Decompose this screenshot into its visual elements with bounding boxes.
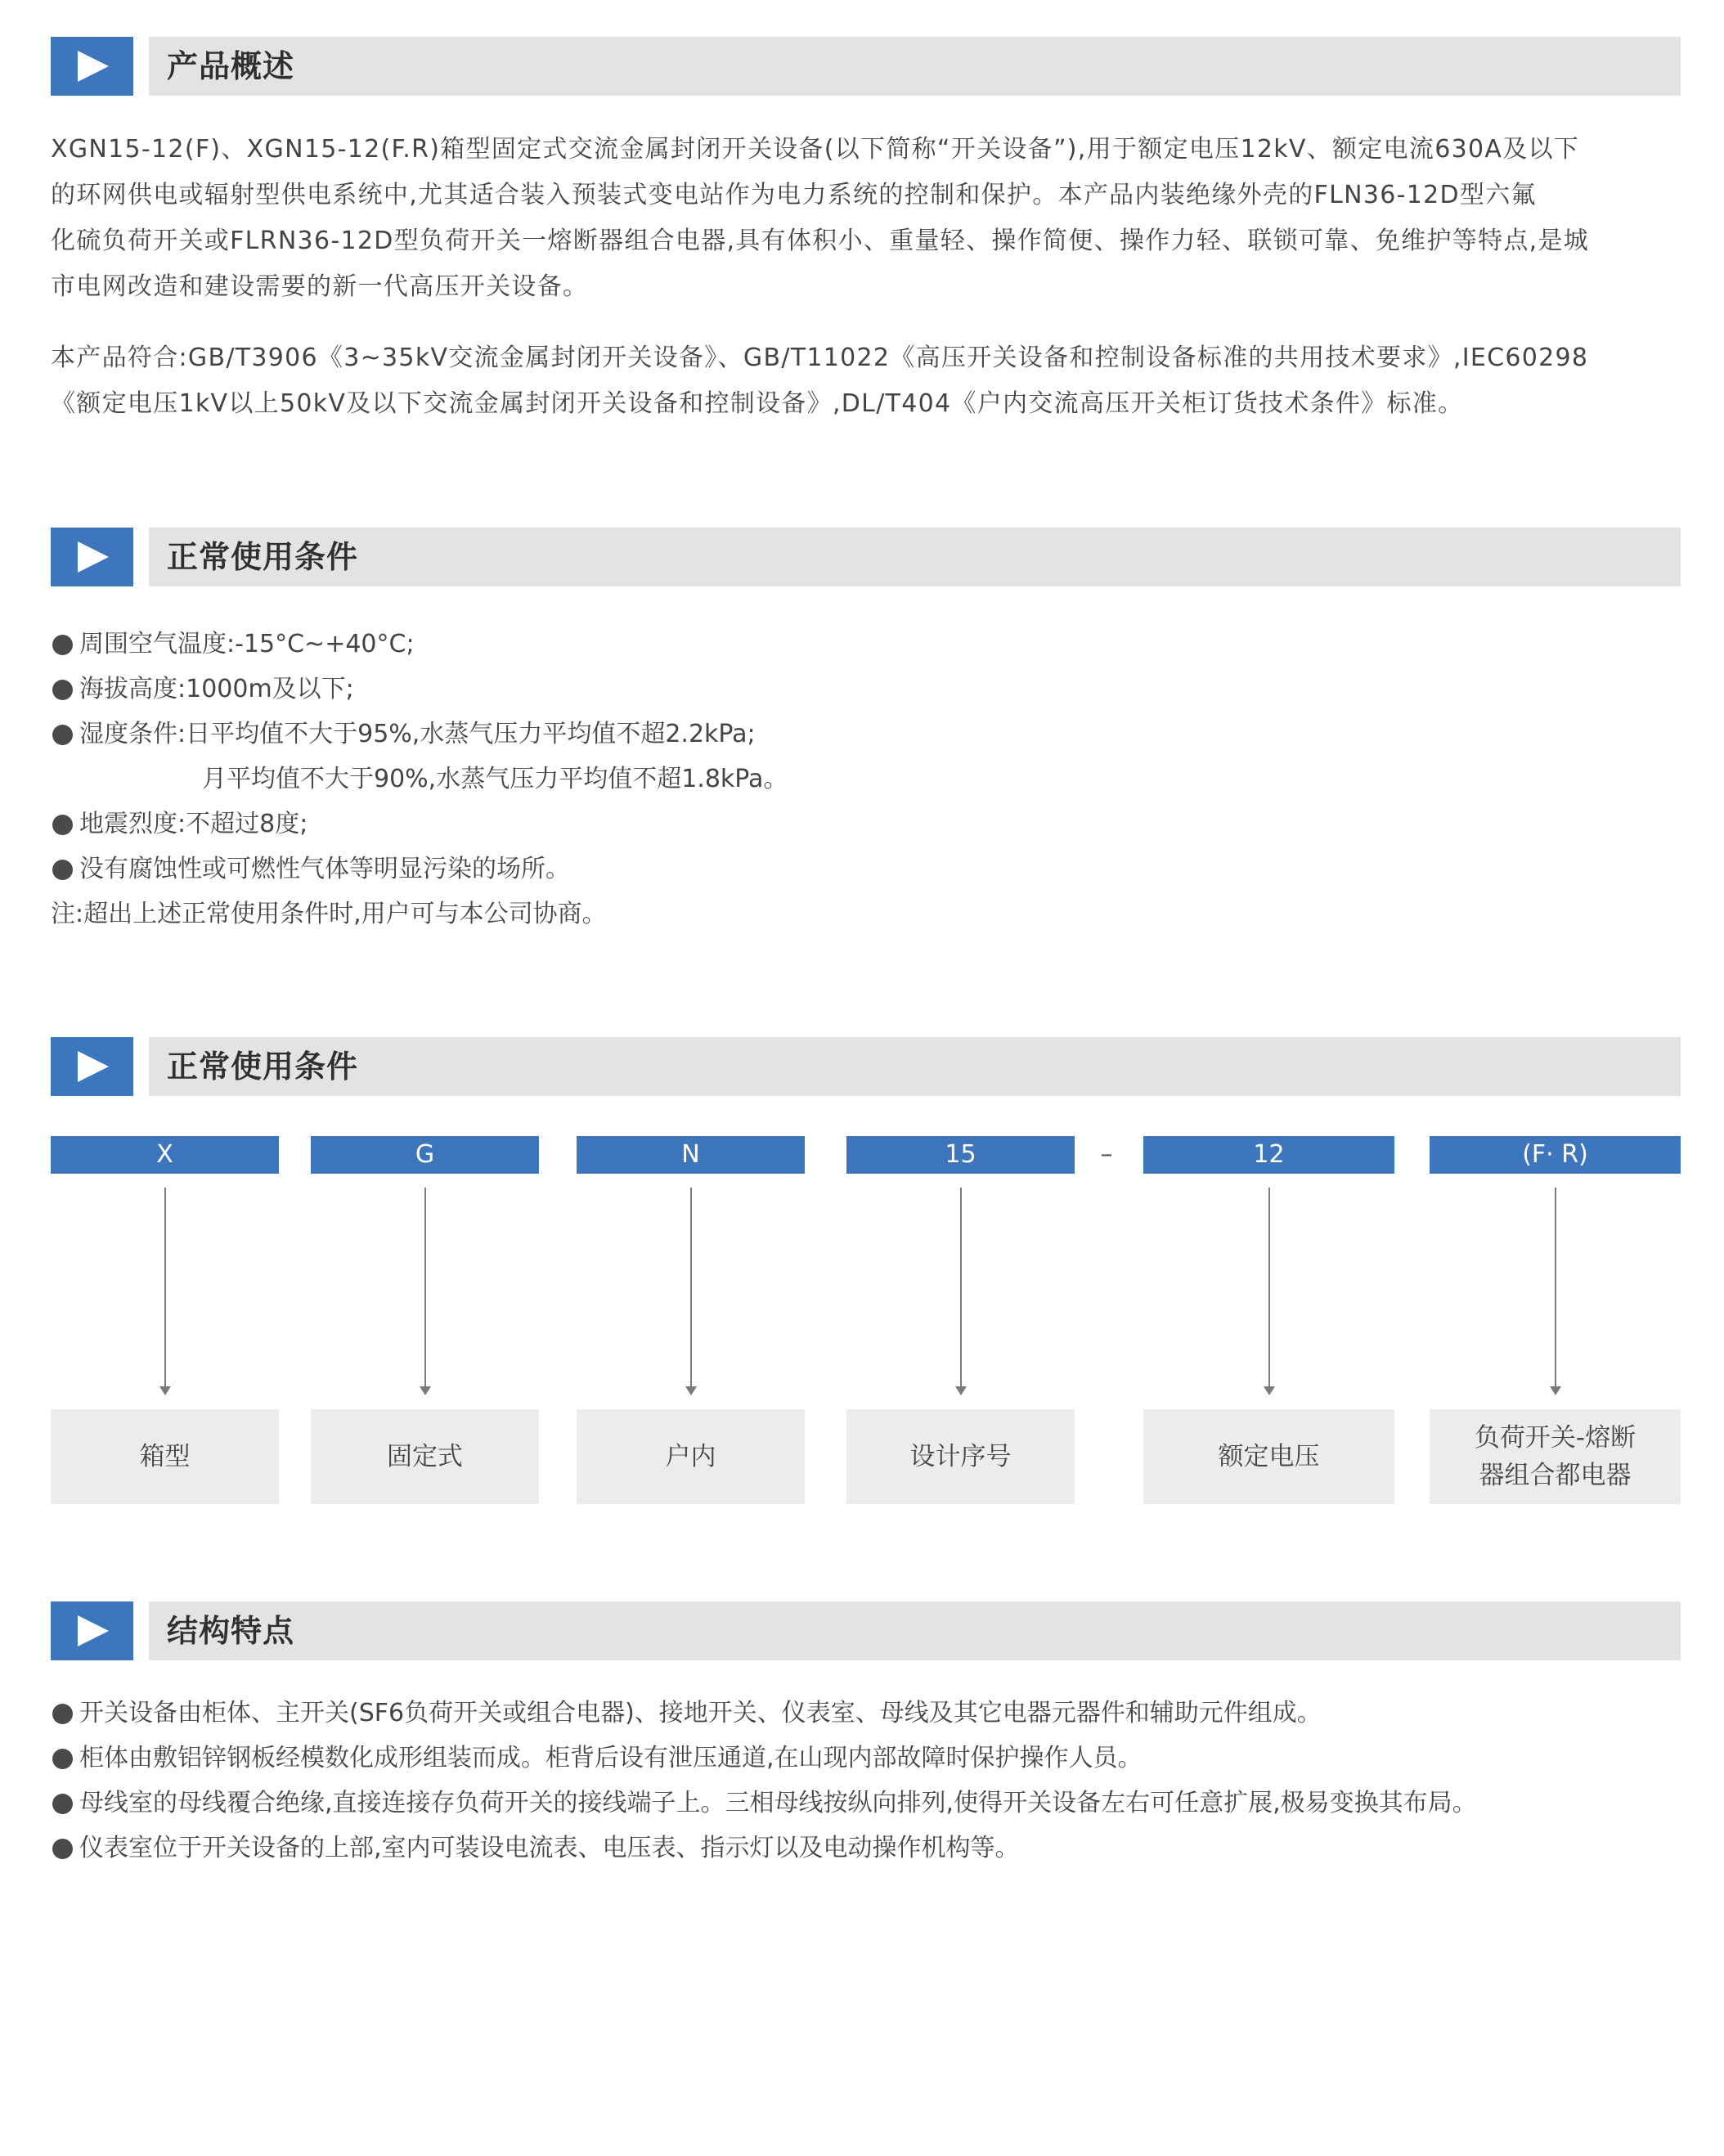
- conditions-note: 注:超出上述正常使用条件时,用户可与本公司协商。: [51, 900, 607, 928]
- section-header-structure: [51, 1601, 1681, 1660]
- code-box-x: X: [51, 1136, 279, 1174]
- bullet-icon: [52, 860, 73, 880]
- bullet-icon: [52, 1839, 73, 1859]
- bullet-icon: [52, 815, 73, 835]
- section-header-model-code: [51, 1037, 1681, 1096]
- play-icon: [51, 1601, 133, 1660]
- arrow-down-icon: [1268, 1188, 1270, 1388]
- list-item: 湿度条件:日平均值不大于95%,水蒸气压力平均值不超2.2kPa;: [51, 712, 1682, 757]
- structure-list: [51, 1691, 1682, 1871]
- arrow-down-icon: [424, 1188, 426, 1388]
- section-header-conditions: [51, 528, 1681, 586]
- overview-paragraph: XGN15-12(F)、XGN15-12(F.R)箱型固定式交流金属封闭开关设备(以下简称“开关设备”),用于额定电压12kV、额定电流630A及以下 的环网供电或辐射型供电系统中,尤其适合装入预装式变电站作为电力系统的控制和保护。本产品内装绝缘外壳的FLN36-12D型六氟 化硫负荷开关或FLRN36-12D型负荷开关一熔断器组合电器,具有体积小、重量轻、操作简便、操作力轻、联锁可靠、免维护等特点,是城 市电网改造和建设需要的新一代高压开关设备。: [51, 135, 1590, 301]
- arrow-down-icon: [960, 1188, 962, 1388]
- meaning-box: 额定电压: [1143, 1409, 1394, 1504]
- code-box-n: N: [577, 1136, 805, 1174]
- bullet-icon: [52, 1749, 73, 1769]
- list-item: 海拔高度:1000m及以下;: [51, 667, 1682, 712]
- arrow-down-icon: [1555, 1188, 1556, 1388]
- list-item: 母线室的母线覆合绝缘,直接连接存负荷开关的接线端子上。三相母线按纵向排列,使得开关设备左右可任意扩展,极易变换其布局。: [51, 1781, 1682, 1826]
- list-item: 地震烈度:不超过8度;: [51, 802, 1682, 847]
- code-separator: –: [1100, 1140, 1113, 1169]
- section-title: 产品概述: [167, 48, 295, 84]
- bullet-icon: [52, 635, 73, 655]
- list-item: 柜体由敷铝锌钢板经模数化成形组装而成。柜背后设有泄压通道,在山现内部故障时保护操作人员。: [51, 1736, 1682, 1781]
- code-box-15: 15: [846, 1136, 1075, 1174]
- bullet-icon: [52, 725, 73, 745]
- code-box-fr: (F· R): [1430, 1136, 1681, 1174]
- list-item-continuation: 月平均值不大于90%,水蒸气压力平均值不超1.8kPa。: [202, 765, 788, 793]
- meaning-box: 户内: [577, 1409, 805, 1504]
- meaning-box: 设计序号: [846, 1409, 1075, 1504]
- arrow-down-icon: [164, 1188, 166, 1388]
- play-icon: [51, 37, 133, 96]
- meaning-box: 负荷开关-熔断 器组合都电器: [1430, 1409, 1681, 1504]
- standards-paragraph: 本产品符合:GB/T3906《3~35kV交流金属封闭开关设备》、GB/T11022《高压开关设备和控制设备标准的共用技术要求》,IEC60298 《额定电压1kV以上50kV及以下交流金属封闭开关设备和控制设备》,DL/T404《户内交流高压开关柜订货技术条件》标准。: [51, 344, 1589, 418]
- list-item: 仪表室位于开关设备的上部,室内可装设电流表、电压表、指示灯以及电动操作机构等。: [51, 1826, 1682, 1871]
- meaning-box: 箱型: [51, 1409, 279, 1504]
- list-item: 没有腐蚀性或可燃性气体等明显污染的场所。: [51, 847, 1682, 892]
- play-icon: [51, 1037, 133, 1096]
- play-icon: [51, 528, 133, 586]
- section-title: 正常使用条件: [167, 1049, 359, 1085]
- list-item: 开关设备由柜体、主开关(SF6负荷开关或组合电器)、接地开关、仪表室、母线及其它电器元器件和辅助元件组成。: [51, 1691, 1682, 1736]
- bullet-icon: [52, 1704, 73, 1724]
- list-item: 周围空气温度:-15°C~+40°C;: [51, 622, 1682, 667]
- bullet-icon: [52, 1794, 73, 1814]
- section-title: 结构特点: [167, 1613, 295, 1649]
- meaning-box: 固定式: [311, 1409, 539, 1504]
- bullet-icon: [52, 680, 73, 700]
- conditions-list: [51, 622, 1682, 937]
- code-box-12: 12: [1143, 1136, 1394, 1174]
- section-header-overview: [51, 37, 1681, 96]
- section-title: 正常使用条件: [167, 539, 359, 575]
- code-box-g: G: [311, 1136, 539, 1174]
- arrow-down-icon: [690, 1188, 692, 1388]
